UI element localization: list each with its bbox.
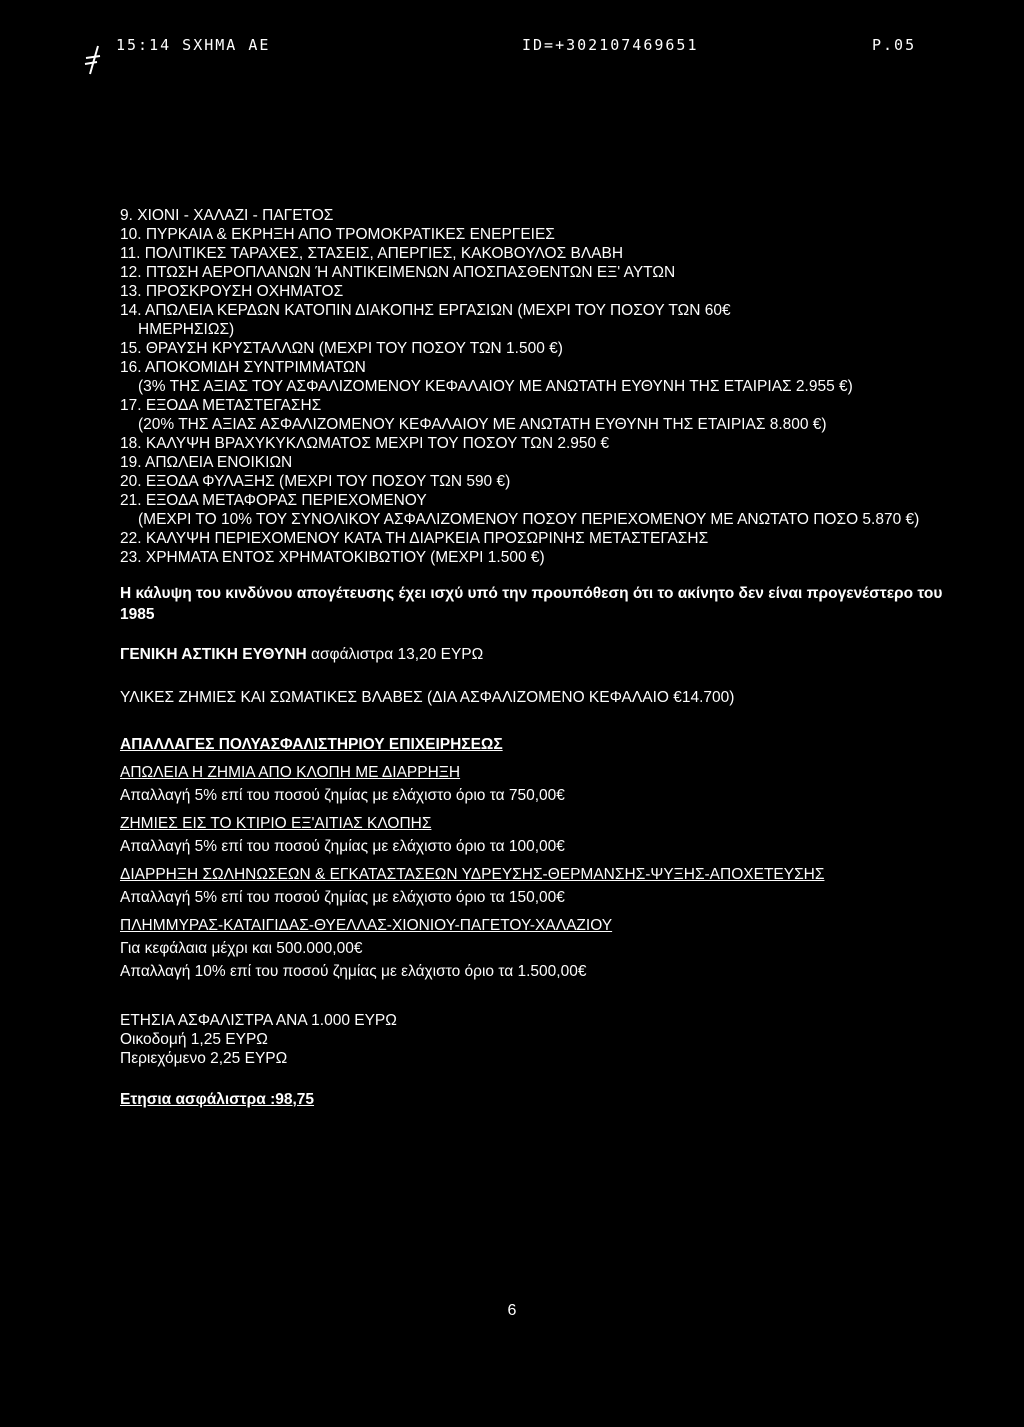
annual-premium-building: Οικοδομή 1,25 ΕΥΡΩ — [120, 1031, 268, 1048]
coverage-item — [120, 282, 970, 301]
coverage-item — [120, 453, 970, 472]
coverage-item-text: 17. ΕΞΟΔΑ ΜΕΤΑΣΤΕΓΑΣΗΣ — [120, 397, 322, 414]
fax-time: 15:14 SXHMA AE — [116, 36, 271, 54]
fax-page: P.05 — [872, 36, 917, 54]
coverage-list — [120, 206, 970, 567]
fax-header — [0, 36, 1024, 66]
exclusions-title: ΑΠΑΛΛΑΓΕΣ ΠΟΛΥΑΣΦΑΛΙΣΤΗΡΙΟΥ ΕΠΙΧΕΙΡΗΣΕΩΣ — [120, 736, 503, 753]
coverage-item — [120, 301, 970, 339]
coverage-item-text: 11. ΠΟΛΙΤΙΚΕΣ ΤΑΡΑΧΕΣ, ΣΤΑΣΕΙΣ, ΑΠΕΡΓΙΕΣ, ΚΑΚΟΒΟΥΛΟΣ ΒΛΑΒΗ — [120, 245, 624, 262]
coverage-item-text: 14. ΑΠΩΛΕΙΑ ΚΕΡΔΩΝ ΚΑΤΟΠΙΝ ΔΙΑΚΟΠΗΣ ΕΡΓΑΣΙΩΝ (ΜΕΧΡΙ ΤΟΥ ΠΟΣΟΥ ΤΩΝ 60€ — [120, 302, 731, 319]
exclusion-heading: ΑΠΩΛΕΙΑ Η ΖΗΜΙΑ ΑΠΟ ΚΛΟΠΗ ΜΕ ΔΙΑΡΡΗΞΗ — [120, 764, 461, 781]
document-body — [120, 206, 970, 1109]
coverage-item — [120, 225, 970, 244]
exclusion-deductible: Απαλλαγή 5% επί του ποσού ζημίας με ελάχιστο όριο τα 100,00€ — [120, 838, 565, 855]
coverage-item — [120, 529, 970, 548]
coverage-item — [120, 472, 970, 491]
annual-premium — [120, 1011, 970, 1068]
exclusion-heading: ΔΙΑΡΡΗΞΗ ΣΩΛΗΝΩΣΕΩΝ & ΕΓΚΑΤΑΣΤΑΣΕΩΝ ΥΔΡΕΥΣΗΣ-ΘΕΡΜΑΝΣΗΣ-ΨΥΞΗΣ-ΑΠΟΧΕΤΕΥΣΗΣ — [120, 866, 825, 883]
exclusion-heading: ΖΗΜΙΕΣ ΕΙΣ ΤΟ ΚΤΙΡΙΟ ΕΞ'ΑΙΤΙΑΣ ΚΛΟΠΗΣ — [120, 815, 432, 832]
annual-premium-contents: Περιεχόμενο 2,25 ΕΥΡΩ — [120, 1050, 288, 1067]
exclusion-heading: ΠΛΗΜΜΥΡΑΣ-ΚΑΤΑΙΓΙΔΑΣ-ΘΥΕΛΛΑΣ-ΧΙΟΝΙΟΥ-ΠΑΓΕΤΟΥ-ΧΑΛΑΖΙΟΥ — [120, 917, 613, 934]
general-liability-label: ΓΕΝΙΚΗ ΑΣΤΙΚΗ ΕΥΘΥΝΗ — [120, 646, 307, 663]
coverage-item-text: 15. ΘΡΑΥΣΗ ΚΡΥΣΤΑΛΛΩΝ (ΜΕΧΡΙ ΤΟΥ ΠΟΣΟΥ ΤΩΝ 1.500 €) — [120, 340, 563, 357]
coverage-item-detail: (3% ΤΗΣ ΑΞΙΑΣ ΤΟΥ ΑΣΦΑΛΙΖΟΜΕΝΟΥ ΚΕΦΑΛΑΙΟΥ ΜΕ ΑΝΩΤΑΤΗ ΕΥΘΥΝΗ ΤΗΣ ΕΤΑΙΡΙΑΣ 2.955 €) — [138, 378, 853, 395]
exclusion-deductible: Απαλλαγή 10% επί του ποσού ζημίας με ελάχιστο όριο τα 1.500,00€ — [120, 963, 587, 980]
exclusion-deductible: Για κεφάλαια μέχρι και 500.000,00€ — [120, 940, 363, 957]
exclusion-deductible: Απαλλαγή 5% επί του ποσού ζημίας με ελάχιστο όριο τα 150,00€ — [120, 889, 565, 906]
coverage-item-text: 19. ΑΠΩΛΕΙΑ ΕΝΟΙΚΙΩΝ — [120, 454, 293, 471]
coverage-item-detail: (20% ΤΗΣ ΑΞΙΑΣ ΑΣΦΑΛΙΖΟΜΕΝΟΥ ΚΕΦΑΛΑΙΟΥ ΜΕ ΑΝΩΤΑΤΗ ΕΥΘΥΝΗ ΤΗΣ ΕΤΑΙΡΙΑΣ 8.800 €) — [138, 416, 827, 433]
coverage-item — [120, 206, 970, 225]
material-damage-line: ΥΛΙΚΕΣ ΖΗΜΙΕΣ ΚΑΙ ΣΩΜΑΤΙΚΕΣ ΒΛΑΒΕΣ (ΔΙΑ ΑΣΦΑΛΙΖΟΜΕΝΟ ΚΕΦΑΛΑΙΟ €14.700) — [120, 689, 735, 706]
coverage-item-text: 13. ΠΡΟΣΚΡΟΥΣΗ ΟΧΗΜΑΤΟΣ — [120, 283, 344, 300]
coverage-item-text: 10. ΠΥΡΚΑΙΑ & ΕΚΡΗΞΗ ΑΠΟ ΤΡΟΜΟΚΡΑΤΙΚΕΣ ΕΝΕΡΓΕΙΕΣ — [120, 226, 555, 243]
fax-mark-icon — [82, 44, 104, 78]
coverage-item-detail: ΗΜΕΡΗΣΙΩΣ) — [138, 321, 235, 338]
coverage-item-text: 22. ΚΑΛΥΨΗ ΠΕΡΙΕΧΟΜΕΝΟΥ ΚΑΤΑ ΤΗ ΔΙΑΡΚΕΙΑ ΠΡΟΣΩΡΙΝΗΣ ΜΕΤΑΣΤΕΓΑΣΗΣ — [120, 530, 709, 547]
exclusion-deductible: Απαλλαγή 5% επί του ποσού ζημίας με ελάχιστο όριο τα 750,00€ — [120, 787, 565, 804]
exclusions-list — [120, 763, 970, 981]
coverage-item — [120, 491, 970, 529]
coverage-item — [120, 263, 970, 282]
coverage-item-text: 18. ΚΑΛΥΨΗ ΒΡΑΧΥΚΥΚΛΩΜΑΤΟΣ ΜΕΧΡΙ ΤΟΥ ΠΟΣΟΥ ΤΩΝ 2.950 € — [120, 435, 610, 452]
coverage-item — [120, 339, 970, 358]
total-premium: Ετησια ασφάλιστρα :98,75 — [120, 1091, 315, 1108]
coverage-item — [120, 548, 970, 567]
coverage-item — [120, 358, 970, 396]
page-number: 6 — [507, 1302, 517, 1319]
coverage-item — [120, 396, 970, 434]
coverage-item-text: 20. ΕΞΟΔΑ ΦΥΛΑΞΗΣ (ΜΕΧΡΙ ΤΟΥ ΠΟΣΟΥ ΤΩΝ 590 €) — [120, 473, 511, 490]
coverage-item — [120, 244, 970, 263]
coverage-item-detail: (ΜΕΧΡΙ ΤΟ 10% ΤΟΥ ΣΥΝΟΛΙΚΟΥ ΑΣΦΑΛΙΖΟΜΕΝΟΥ ΠΟΣΟΥ ΠΕΡΙΕΧΟΜΕΝΟΥ ΜΕ ΑΝΩΤΑΤΟ ΠΟΣΟ 5.870 €) — [138, 511, 920, 528]
fax-sender-id: ID=+302107469651 — [522, 36, 699, 54]
coverage-item-text: 12. ΠΤΩΣΗ ΑΕΡΟΠΛΑΝΩΝ Ή ΑΝΤΙΚΕΙΜΕΝΩΝ ΑΠΟΣΠΑΣΘΕΝΤΩΝ ΕΞ' ΑΥΤΩΝ — [120, 264, 676, 281]
coverage-condition-note: Η κάλυψη του κινδύνου απογέτευσης έχει ισχύ υπό την προυπόθεση ότι το ακίνητο δεν είναι προγενέστερο του 1985 — [120, 585, 943, 623]
coverage-item-text: 16. ΑΠΟΚΟΜΙΔΗ ΣΥΝΤΡΙΜΜΑΤΩΝ — [120, 359, 366, 376]
annual-premium-title: ΕΤΗΣΙΑ ΑΣΦΑΛΙΣΤΡΑ ΑΝΑ 1.000 ΕΥΡΩ — [120, 1012, 397, 1029]
general-liability — [120, 645, 970, 664]
general-liability-premium: ασφάλιστρα 13,20 ΕΥΡΩ — [311, 646, 484, 663]
coverage-item — [120, 434, 970, 453]
coverage-item-text: 23. ΧΡΗΜΑΤΑ ΕΝΤΟΣ ΧΡΗΜΑΤΟΚΙΒΩΤΙΟΥ (ΜΕΧΡΙ 1.500 €) — [120, 549, 545, 566]
coverage-item-text: 21. ΕΞΟΔΑ ΜΕΤΑΦΟΡΑΣ ΠΕΡΙΕΧΟΜΕΝΟΥ — [120, 492, 427, 509]
coverage-item-text: 9. ΧΙΟΝΙ - ΧΑΛΑΖΙ - ΠΑΓΕΤΟΣ — [120, 207, 334, 224]
